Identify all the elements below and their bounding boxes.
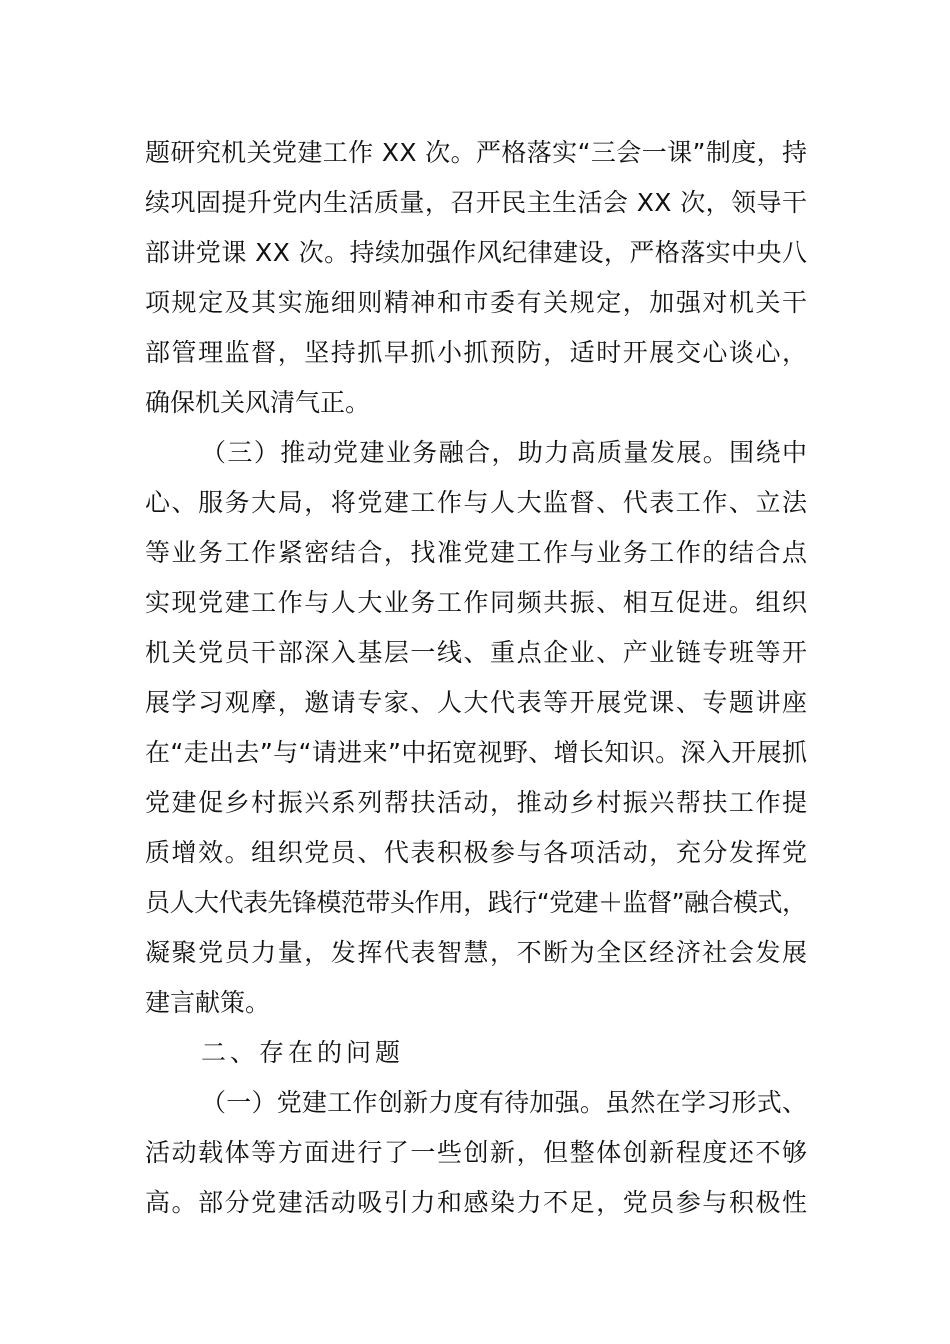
text-line: 等业务工作紧密结合，找准党建工作与业务工作的结合点 [145, 538, 809, 567]
text-line: 续巩固提升党内生活质量，召开民主生活会 XX 次，领导干 [145, 188, 808, 217]
text-line: 部管理监督，坚持抓早抓小抓预防，适时开展交心谈心， [145, 338, 809, 367]
text-line: 凝聚党员力量，发挥代表智慧，不断为全区经济社会发展 [145, 938, 809, 967]
text-line: 活动载体等方面进行了一些创新，但整体创新程度还不够 [145, 1138, 809, 1167]
text-line: 二、存在的问题 [201, 1038, 405, 1067]
text-line: 确保机关风清气正。 [145, 388, 371, 417]
text-line: 在“走出去”与“请进来”中拓宽视野、增长知识。深入开展抓 [145, 738, 808, 767]
text-line: 实现党建工作与人大业务工作同频共振、相互促进。组织 [145, 588, 809, 617]
text-line: 建言献策。 [145, 988, 271, 1017]
text-line: 心、服务大局，将党建工作与人大监督、代表工作、立法 [145, 488, 809, 517]
text-line: （一）党建工作创新力度有待加强。虽然在学习形式、 [201, 1088, 808, 1117]
text-line: 高。部分党建活动吸引力和感染力不足，党员参与积极性 [145, 1188, 809, 1217]
text-line: 展学习观摩，邀请专家、人大代表等开展党课、专题讲座 [145, 688, 809, 717]
text-line: 机关党员干部深入基层一线、重点企业、产业链专班等开 [145, 638, 809, 667]
text-line: 质增效。组织党员、代表积极参与各项活动，充分发挥党 [145, 838, 809, 867]
text-line: 题研究机关党建工作 XX 次。严格落实“三会一课”制度，持 [145, 138, 808, 167]
text-line: 部讲党课 XX 次。持续加强作风纪律建设，严格落实中央八 [145, 238, 808, 267]
document-body [145, 128, 835, 1228]
text-line: （三）推动党建业务融合，助力高质量发展。围绕中 [201, 438, 809, 467]
text-line: 党建促乡村振兴系列帮扶活动，推动乡村振兴帮扶工作提 [145, 788, 809, 817]
text-line: 员人大代表先锋模范带头作用，践行“党建＋监督”融合模式， [145, 888, 807, 917]
text-line: 项规定及其实施细则精神和市委有关规定，加强对机关干 [145, 288, 809, 317]
